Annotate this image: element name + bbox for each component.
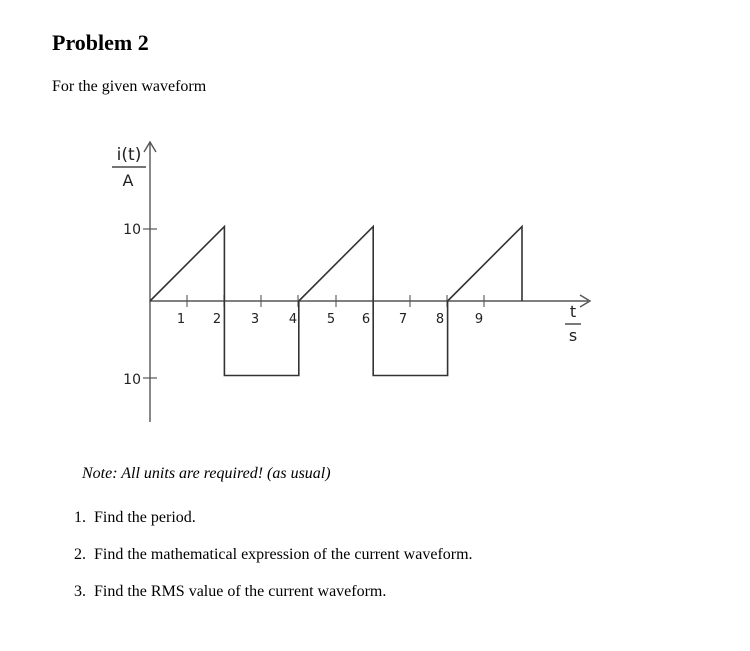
x-tick-label-5: 5 bbox=[326, 312, 336, 327]
intro-text: For the given waveform bbox=[52, 78, 207, 95]
question-number: 1. bbox=[74, 509, 86, 526]
waveform-plot bbox=[0, 130, 750, 430]
question-text: Find the mathematical expression of the current waveform. bbox=[94, 546, 473, 563]
question-item bbox=[74, 543, 473, 580]
y-tick-label-negative: 10 bbox=[123, 372, 141, 388]
x-tick-label-3: 3 bbox=[250, 312, 260, 327]
question-list bbox=[74, 506, 473, 617]
note-text: Note: All units are required! (as usual) bbox=[82, 465, 331, 482]
x-tick-label-6: 6 bbox=[361, 312, 371, 327]
x-tick-label-7: 7 bbox=[398, 312, 408, 327]
y-axis-label-bottom: A bbox=[122, 171, 134, 190]
y-axis-label-top: i(t) bbox=[116, 145, 142, 165]
x-tick-label-1: 1 bbox=[176, 312, 186, 327]
y-tick-label-positive: 10 bbox=[123, 222, 141, 238]
question-number: 3. bbox=[74, 583, 86, 600]
question-number: 2. bbox=[74, 546, 86, 563]
x-tick-label-2: 2 bbox=[212, 312, 222, 327]
waveform-figure bbox=[0, 130, 750, 430]
question-text: Find the period. bbox=[94, 509, 196, 526]
problem-title: Problem 2 bbox=[52, 30, 149, 55]
question-item bbox=[74, 506, 473, 543]
question-item bbox=[74, 580, 473, 617]
x-axis-label-bottom: s bbox=[568, 326, 578, 345]
question-text: Find the RMS value of the current waveform. bbox=[94, 583, 387, 600]
x-tick-label-8: 8 bbox=[435, 312, 445, 327]
x-tick-label-4: 4 bbox=[288, 312, 298, 327]
x-tick-label-9: 9 bbox=[474, 312, 484, 327]
x-axis-label-top: t bbox=[569, 302, 577, 321]
